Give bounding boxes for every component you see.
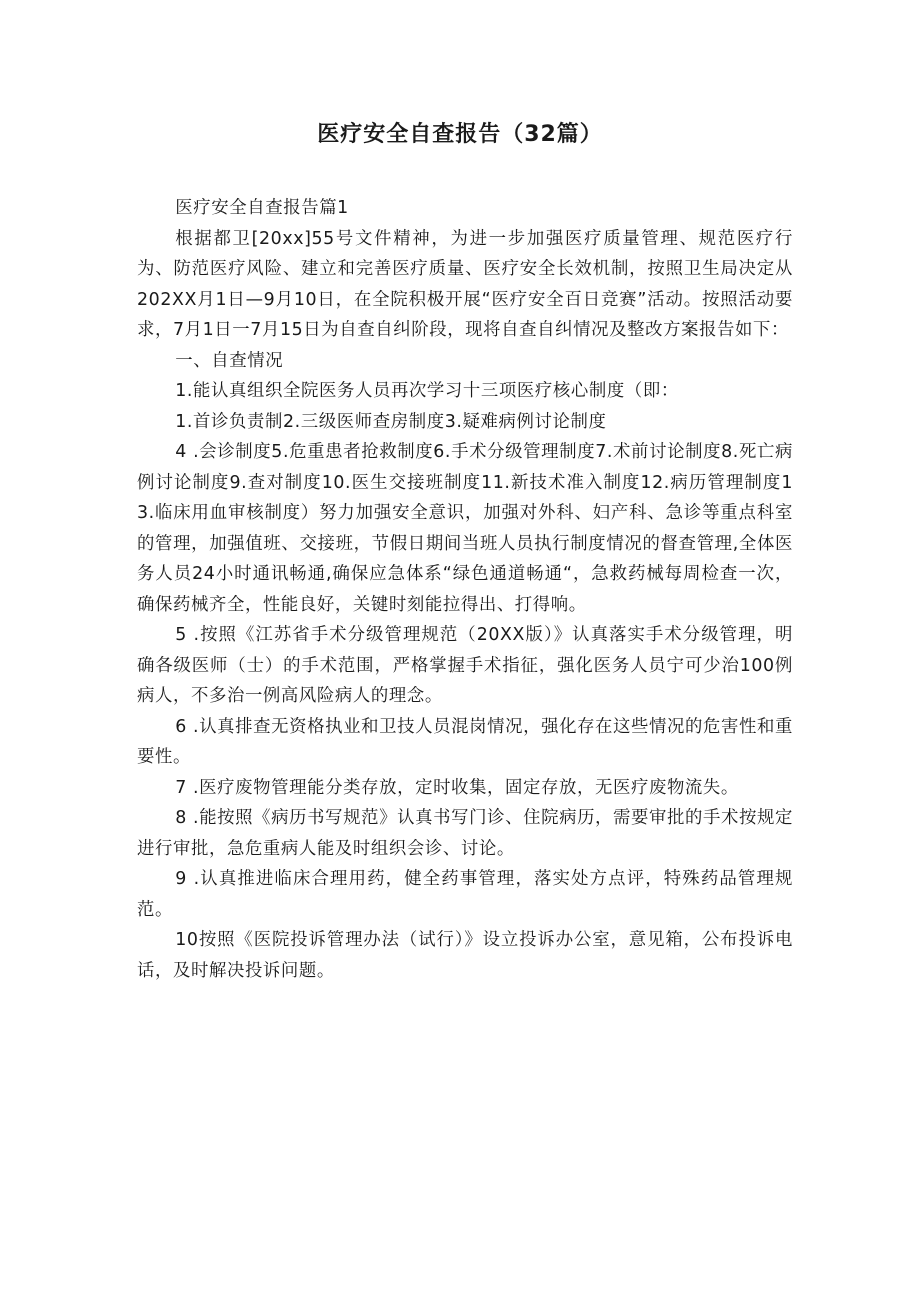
paragraph: 医疗安全自查报告篇1 xyxy=(175,198,349,218)
paragraph: 1.能认真组织全院医务人员再次学习十三项医疗核心制度（即： xyxy=(175,381,679,401)
paragraph: 8 .能按照《病历书写规范》认真书写门诊、住院病历，需要审批的手术按规定进行审批，急危重病人能及时组织会诊、讨论。 xyxy=(137,808,793,859)
paragraph: 7 .医疗废物管理能分类存放，定时收集，固定存放，无医疗废物流失。 xyxy=(175,777,739,798)
paragraph: 10按照《医院投诉管理办法（试行）》设立投诉办公室，意见箱，公布投诉电话，及时解决投诉问题。 xyxy=(137,930,793,981)
section-heading: 一、自查情况 xyxy=(175,350,284,371)
paragraph: 1.首诊负责制2.三级医师查房制度3.疑难病例讨论制度 xyxy=(175,411,607,432)
paragraph: 6 .认真排查无资格执业和卫技人员混岗情况，强化存在这些情况的危害性和重要性。 xyxy=(137,716,793,767)
document-body xyxy=(137,193,793,986)
paragraph: 4 .会诊制度5.危重患者抢救制度6.手术分级管理制度7.术前讨论制度8.死亡病例讨论制度9.查对制度10.医生交接班制度11.新技术准入制度12.病历管理制度13.临床用血审核制度）努力加强安全意识，加强对外科、妇产科、急诊等重点科室的管理，加强值班、交接班，节假日期间当班人员执行制度情况的督查管理,全体医务人员24小时通讯畅通,确保应急体系“绿色通道畅通“，急救药械每周检查一次，确保药械齐全，性能良好，关键时刻能拉得出、打得响。 xyxy=(137,442,793,615)
paragraph: 5 .按照《江苏省手术分级管理规范（20XX版）》认真落实手术分级管理，明确各级医师（士）的手术范围，严格掌握手术指征，强化医务人员宁可少治100例病人，不多治一例高风险病人的理念。 xyxy=(137,625,793,706)
document-title: 医疗安全自查报告（32篇） xyxy=(317,122,603,147)
paragraph: 9 .认真推进临床合理用药，健全药事管理，落实处方点评，特殊药品管理规范。 xyxy=(137,869,793,920)
paragraph: 根据都卫[20xx]55号文件精神，为进一步加强医疗质量管理、规范医疗行为、防范医疗风险、建立和完善医疗质量、医疗安全长效机制，按照卫生局决定从202XX月1日—9月10日，在全院积极开展“医疗安全百日竞赛”活动。按照活动要求，7月1日一7月15日为自查自纠阶段，现将自查自纠情况及整改方案报告如下： xyxy=(137,228,793,340)
